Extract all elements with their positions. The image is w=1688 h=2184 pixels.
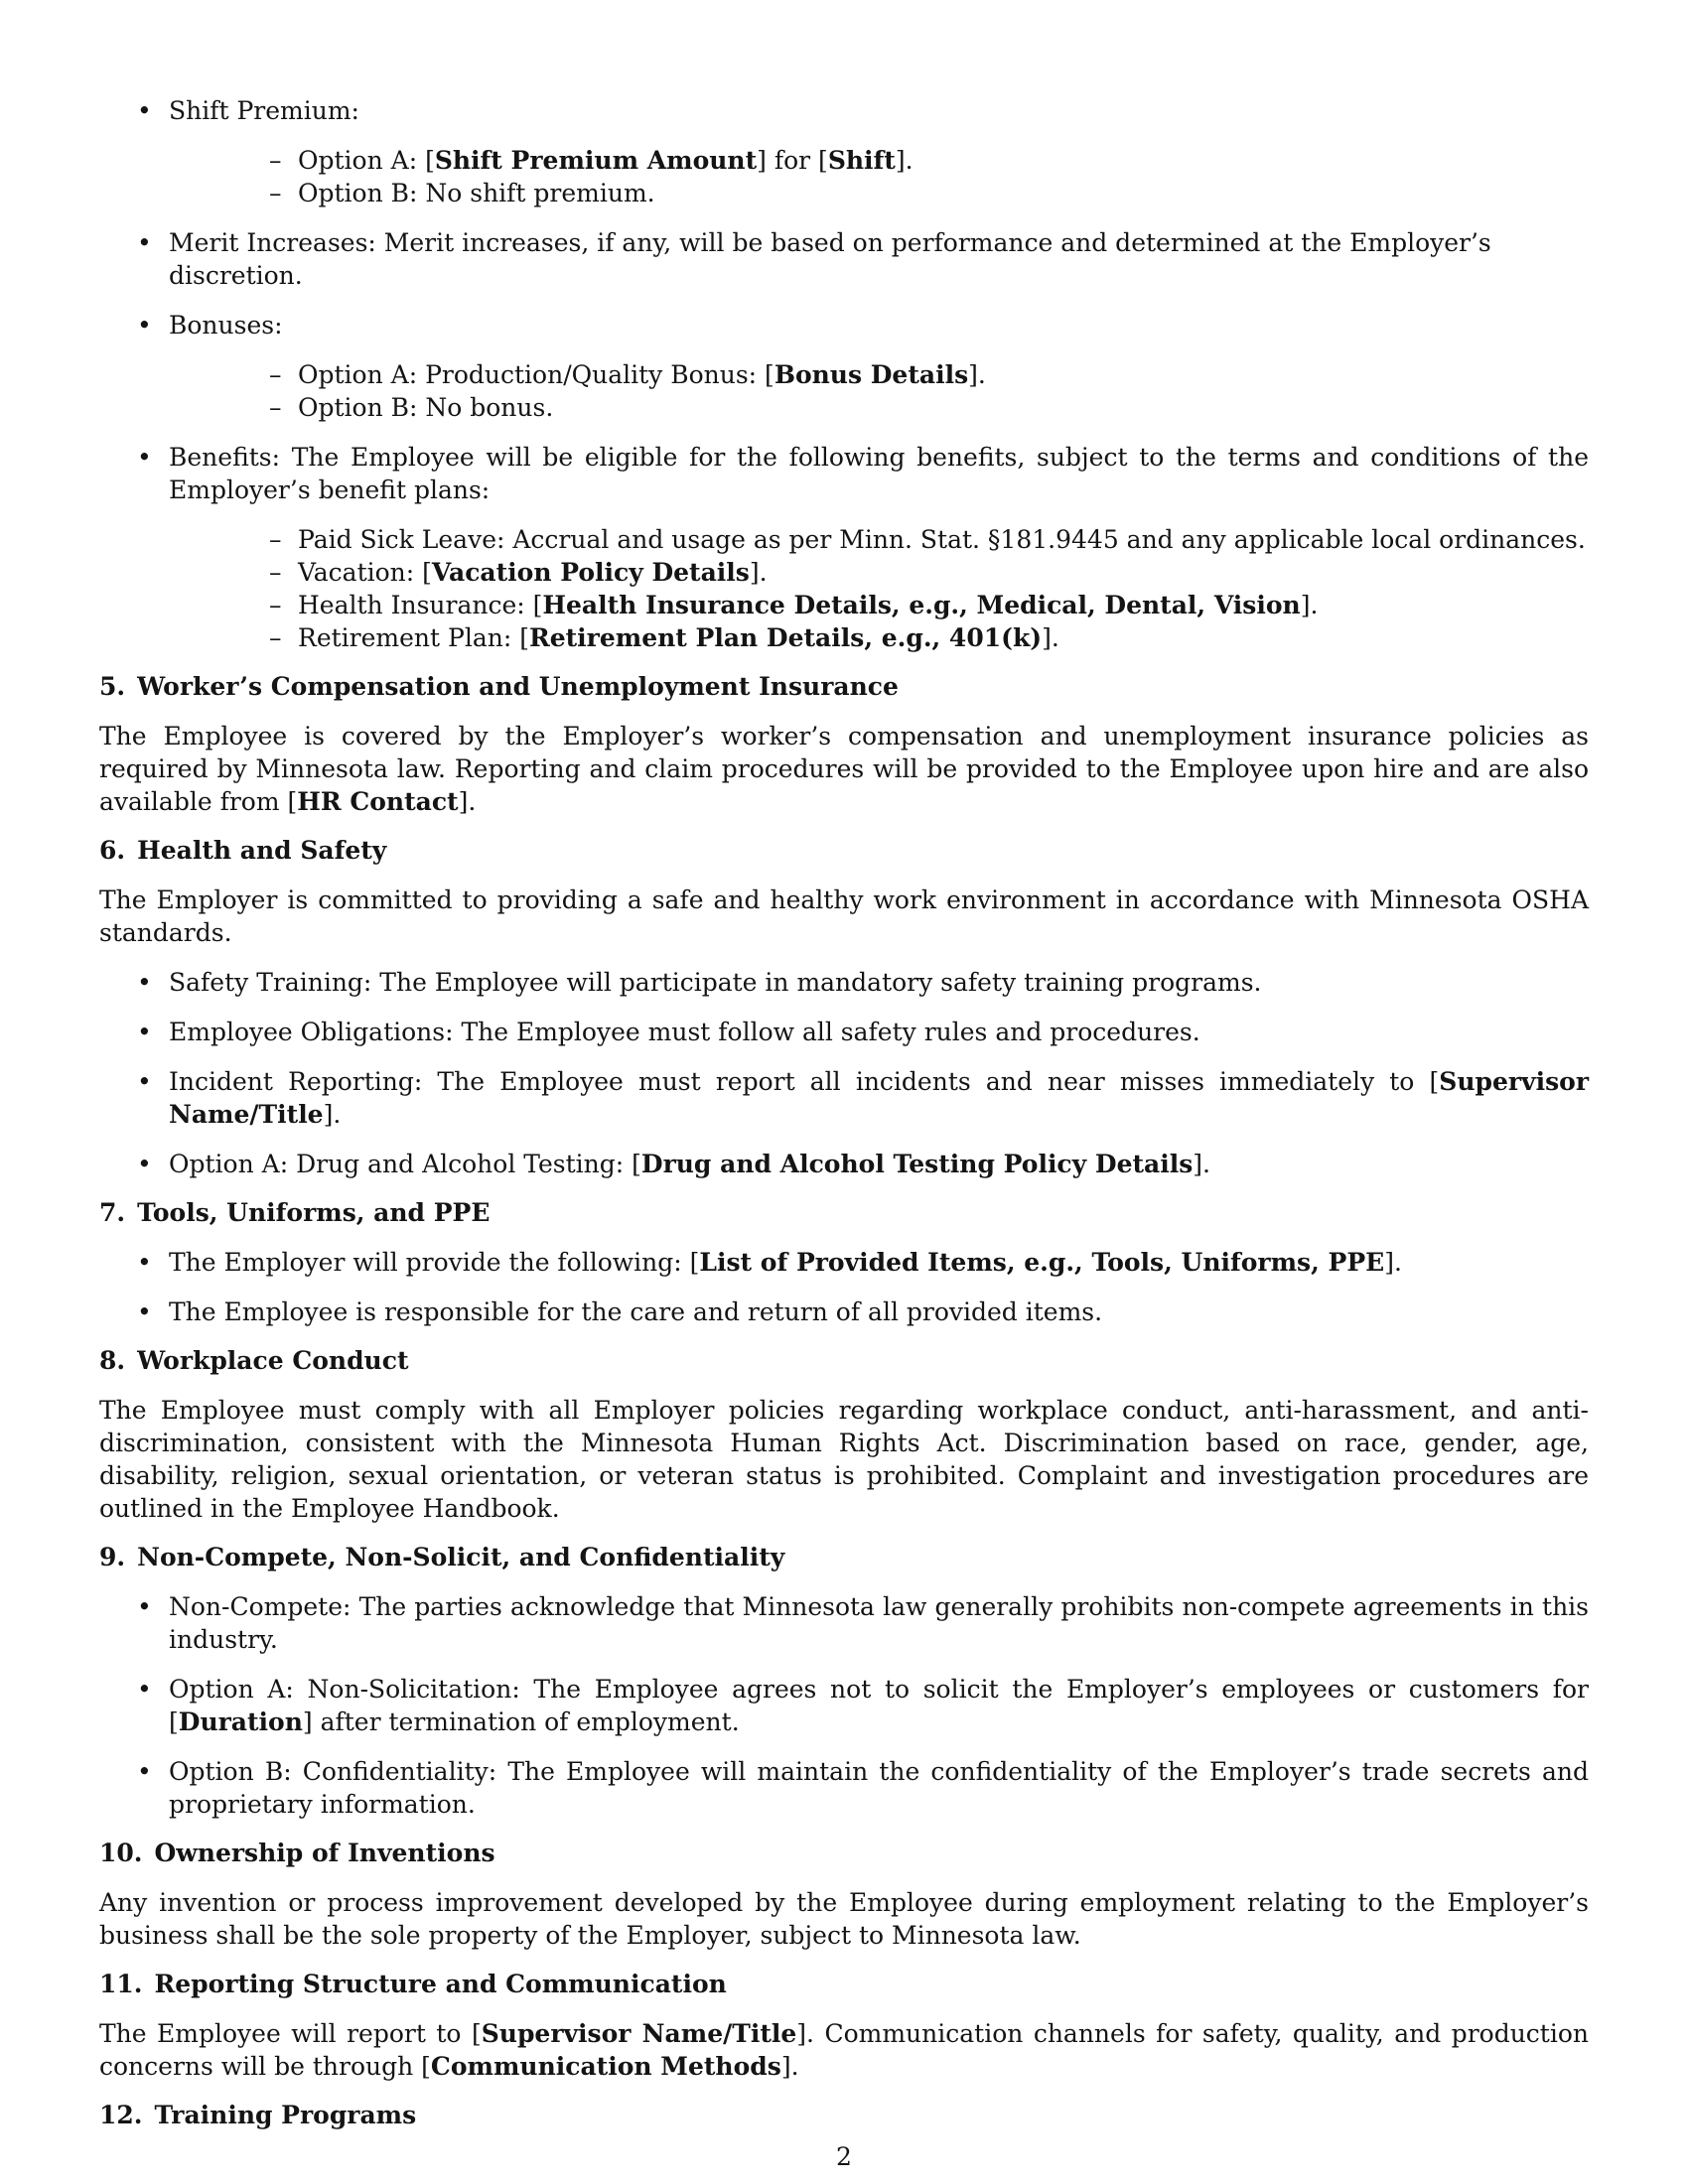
restrictive-covenants-list	[99, 1590, 1589, 1821]
document-page	[99, 94, 1589, 2148]
list-item-benefits: • Benefits: The Employee will be eligible for the following benefits, subject to the terms and conditions of the Employer’s benefit plans: – Paid Sick Leave: Accrual and usage as per Minn. Stat. §181.9445 and any applicable local ordinances. – Vacation: [Vacation Policy Details]. – Health Insurance: [Health Insurance Details, e.g., Medical, Dental, Vision]. – Retirement Plan: [Retirement Plan Details, e.g., 401(k)].	[99, 441, 1589, 654]
list-item: • Employee Obligations: The Employee must follow all safety rules and procedures.	[99, 1016, 1589, 1048]
bonus-options	[169, 358, 1589, 424]
list-item-shift-premium: • Shift Premium: – Option A: [Shift Premium Amount] for [Shift]. – Option B: No shift premium.	[99, 94, 1589, 209]
list-item: • Option B: Confidentiality: The Employee will maintain the confidentiality of the Employer’s trade secrets and proprietary information.	[99, 1755, 1589, 1821]
shift-premium-options	[169, 144, 1589, 209]
section-heading-7: 7. Tools, Uniforms, and PPE	[99, 1198, 491, 1227]
section-heading-11: 11. Reporting Structure and Communication	[99, 1970, 727, 1998]
section-heading-6: 6. Health and Safety	[99, 836, 387, 865]
list-item: • Option A: Drug and Alcohol Testing: [Drug and Alcohol Testing Policy Details].	[99, 1148, 1589, 1180]
list-item: – Option B: No bonus.	[169, 391, 1589, 424]
section-heading-12: 12. Training Programs	[99, 2101, 417, 2129]
list-item: • Safety Training: The Employee will participate in mandatory safety training programs.	[99, 966, 1589, 999]
compensation-list	[99, 94, 1589, 654]
section-heading-10: 10. Ownership of Inventions	[99, 1839, 495, 1867]
page-number: 2	[836, 2142, 852, 2171]
list-item: • Non-Compete: The parties acknowledge that Minnesota law generally prohibits non-compete agreements in this industry.	[99, 1590, 1589, 1656]
benefit-options	[169, 523, 1589, 654]
section-heading-9: 9. Non-Compete, Non-Solicit, and Confidentiality	[99, 1543, 785, 1571]
list-item: – Option B: No shift premium.	[169, 177, 1589, 209]
section-heading-8: 8. Workplace Conduct	[99, 1346, 409, 1375]
list-item: – Vacation: [Vacation Policy Details].	[169, 556, 1589, 589]
tools-list	[99, 1246, 1589, 1328]
list-item-merit: • Merit Increases: Merit increases, if any, will be based on performance and determined at the Employer’s discretion.	[99, 226, 1589, 292]
list-item: • The Employer will provide the following: [List of Provided Items, e.g., Tools, Uniforms, PPE].	[99, 1246, 1589, 1279]
list-item: – Health Insurance: [Health Insurance Details, e.g., Medical, Dental, Vision].	[169, 589, 1589, 621]
section-6-intro: The Employer is committed to providing a safe and healthy work environment in accordance with Minnesota OSHA standards.	[99, 886, 1589, 947]
safety-list	[99, 966, 1589, 1180]
list-item: • Incident Reporting: The Employee must report all incidents and near misses immediately to [Supervisor Name/Title].	[99, 1065, 1589, 1131]
section-5-paragraph: The Employee is covered by the Employer’s worker’s compensation and unemployment insurance policies as required by Minnesota law. Reporting and claim procedures will be provided to the Employee upon hire and are also available from [HR Contact].	[99, 722, 1589, 816]
list-item: – Option A: [Shift Premium Amount] for [Shift].	[169, 144, 1589, 177]
section-10-paragraph: Any invention or process improvement developed by the Employee during employment relating to the Employer’s business shall be the sole property of the Employer, subject to Minnesota law.	[99, 1888, 1589, 1950]
list-item: – Retirement Plan: [Retirement Plan Details, e.g., 401(k)].	[169, 621, 1589, 654]
list-item-bonuses: • Bonuses: – Option A: Production/Quality Bonus: [Bonus Details]. – Option B: No bonus.	[99, 309, 1589, 424]
section-11-paragraph: The Employee will report to [Supervisor Name/Title]. Communication channels for safety, quality, and production concerns will be through [Communication Methods].	[99, 2019, 1589, 2081]
list-item: • Option A: Non-Solicitation: The Employee agrees not to solicit the Employer’s employees or customers for [Duration] after termination of employment.	[99, 1673, 1589, 1738]
list-item: – Paid Sick Leave: Accrual and usage as per Minn. Stat. §181.9445 and any applicable local ordinances.	[169, 523, 1589, 556]
list-item: – Option A: Production/Quality Bonus: [Bonus Details].	[169, 358, 1589, 391]
list-item: • The Employee is responsible for the care and return of all provided items.	[99, 1296, 1589, 1328]
section-heading-5: 5. Worker’s Compensation and Unemployment Insurance	[99, 672, 899, 701]
section-8-paragraph: The Employee must comply with all Employer policies regarding workplace conduct, anti-harassment, and anti-discrimination, consistent with the Minnesota Human Rights Act. Discrimination based on race, gender, age, disability, religion, sexual orientation, or veteran status is prohibited. Complaint and investigation procedures are outlined in the Employee Handbook.	[99, 1396, 1589, 1523]
